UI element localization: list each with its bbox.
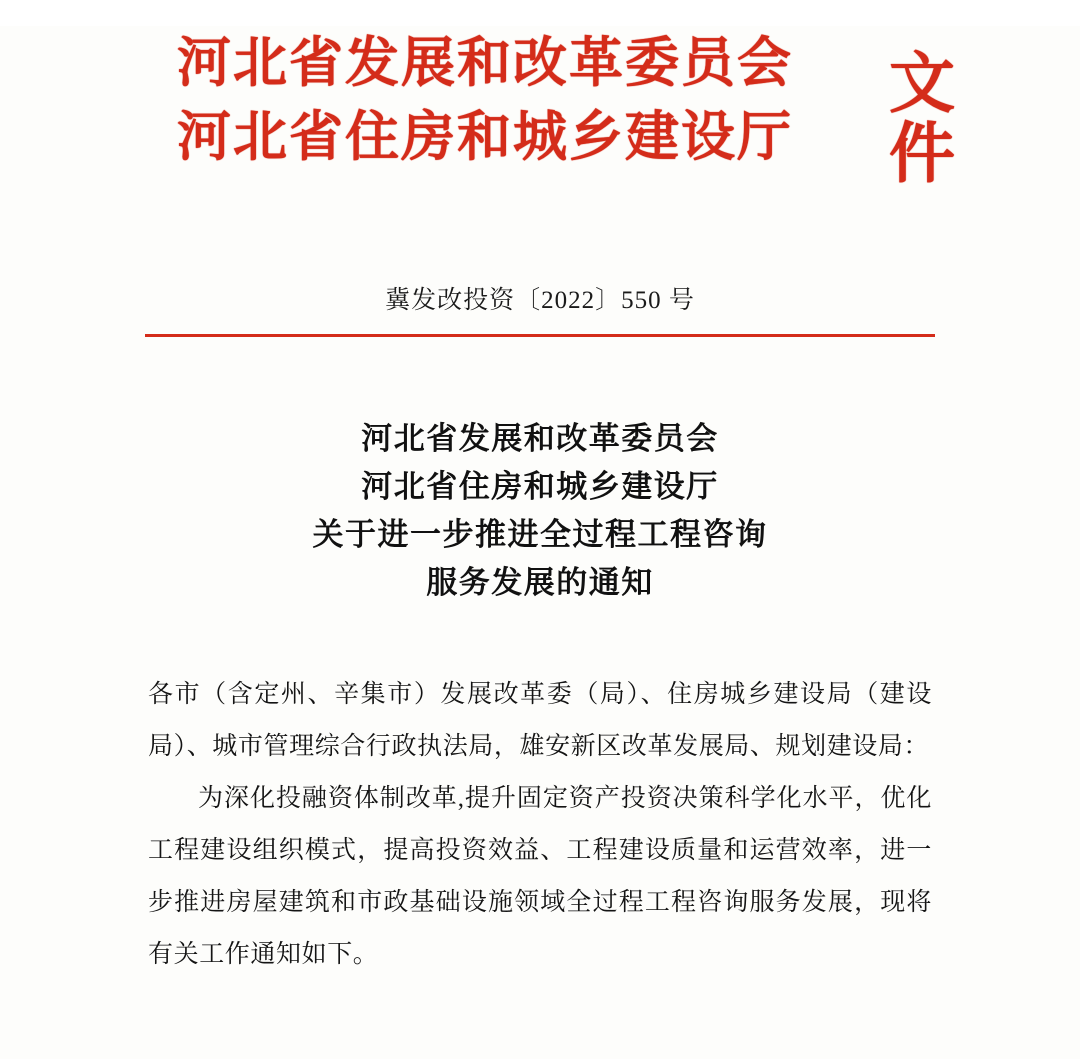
title-line-3: 关于进一步推进全过程工程咨询 (312, 517, 768, 552)
letterhead-document-word: 文件 (889, 48, 955, 191)
title-line-1: 河北省发展和改革委员会 (361, 421, 719, 456)
title-line-4: 服务发展的通知 (426, 565, 654, 600)
title-line-2: 河北省住房和城乡建设厅 (361, 469, 719, 504)
letterhead-line-1: 河北省发展和改革委员会 (177, 33, 793, 93)
document-number: 冀发改投资〔2022〕550 号 (385, 287, 695, 314)
document-body (0, 669, 1080, 981)
salutation-paragraph: 各市（含定州、辛集市）发展改革委（局）、住房城乡建设局（建设局）、城市管理综合行政执法局，雄安新区改革发展局、规划建设局： (148, 681, 932, 760)
letterhead (0, 26, 1080, 206)
letterhead-line-2: 河北省住房和城乡建设厅 (177, 107, 793, 167)
body-paragraph-1: 为深化投融资体制改革,提升固定资产投资决策科学化水平，优化工程建设组织模式，提高投资效益、工程建设质量和运营效率，进一步推进房屋建筑和市政基础设施领域全过程工程咨询服务发展，现将有关工作通知如下。 (148, 785, 932, 968)
document-title (0, 415, 1080, 607)
document-page (0, 26, 1080, 1059)
red-divider-rule (145, 334, 935, 337)
